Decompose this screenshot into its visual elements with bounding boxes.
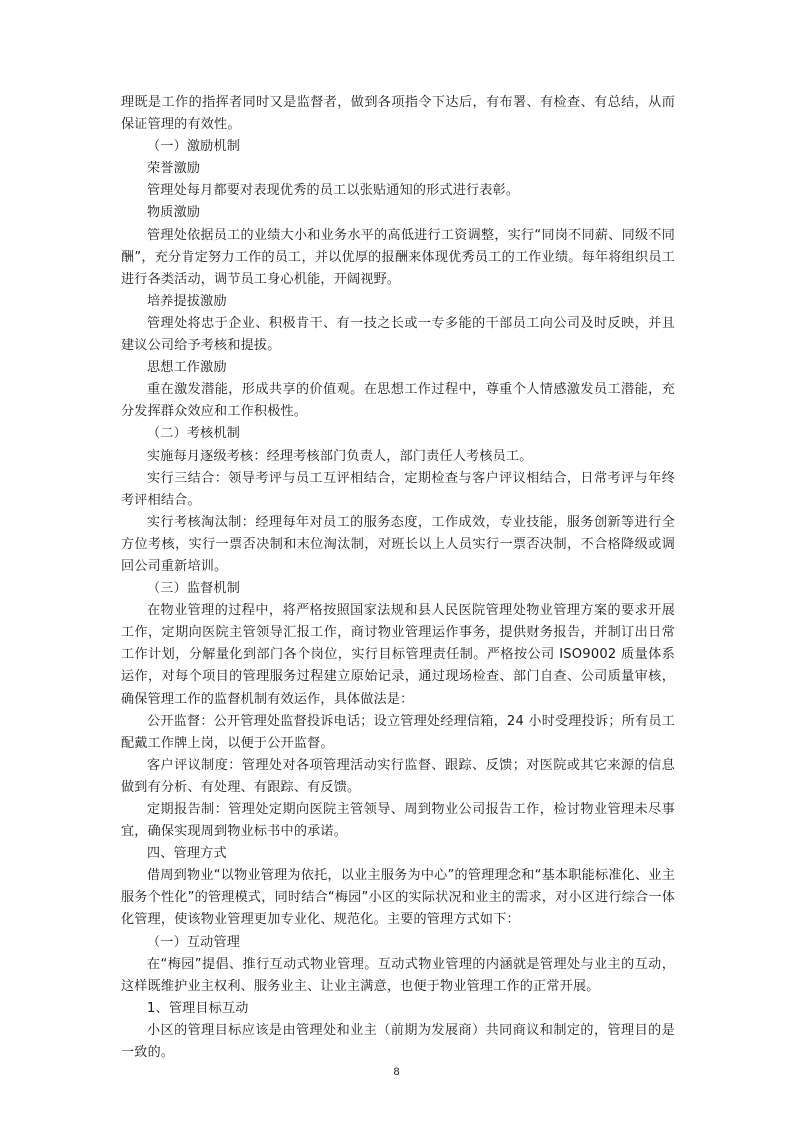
paragraph: 定期报告制：管理处定期向医院主管领导、周到物业公司报告工作，检讨物业管理未尽事宜，确保实现周到物业标书中的承诺。 bbox=[121, 802, 675, 840]
section-heading-interactive: （一）互动管理 bbox=[147, 934, 241, 950]
page-number: 8 bbox=[393, 1066, 400, 1078]
subheading-promotion: 培养提拔激励 bbox=[147, 293, 227, 309]
paragraph: 管理处依据员工的业绩大小和业务水平的高低进行工资调整，实行“同岗不同薪、同级不同酬”，充分肯定努力工作的员工，并以优厚的报酬来体现优秀员工的工作业绩。每年将组织员工进行各类活动，调节员工身心机能，开阔视野。 bbox=[121, 227, 675, 287]
paragraph-continuation: 理既是工作的指挥者同时又是监督者，做到各项指令下达后，有布署、有检查、有总结，从而保证管理的有效性。 bbox=[121, 95, 675, 133]
paragraph: 公开监督：公开管理处监督投诉电话；设立管理处经理信箱，24 小时受理投诉；所有员工配戴工作牌上岗，以便于公开监督。 bbox=[121, 713, 675, 751]
section-heading-management-mode: 四、管理方式 bbox=[147, 846, 227, 862]
paragraph: 借周到物业“以物业管理为依托，以业主服务为中心”的管理理念和“基本职能标准化、业主服务个性化”的管理模式，同时结合“梅园”小区的实际状况和业主的需求，对小区进行综合一体化管理，使该物业管理更加专业化、规范化。主要的管理方式如下： bbox=[121, 868, 675, 928]
paragraph: 实行三结合：领导考评与员工互评相结合，定期检查与客户评议相结合，日常考评与年终考评相结合。 bbox=[121, 470, 675, 508]
paragraph: 重在激发潜能，形成共享的价值观。在思想工作过程中，尊重个人情感激发员工潜能，充分发挥群众效应和工作积极性。 bbox=[121, 382, 675, 420]
subheading-goal-interaction: 1、管理目标互动 bbox=[147, 1000, 249, 1016]
paragraph: 管理处将忠于企业、积极肯干、有一技之长或一专多能的干部员工向公司及时反映，并且建议公司给予考核和提拔。 bbox=[121, 315, 675, 354]
paragraph: 在物业管理的过程中，将严格按照国家法规和县人民医院管理处物业管理方案的要求开展工作，定期向医院主管领导汇报工作，商讨物业管理运作事务，提供财务报告，并制订出日常工作计划，分解量化到部门各个岗位，实行目标管理责任制。严格按公司 ISO9002 质量体系运作，对每个项目的管理服务过程建立原始记录，通过现场检查、部门自查、公司质量审核，确保管理工作的监督机制有效运作，具体做法是： bbox=[121, 603, 675, 707]
subheading-honor: 荣誉激励 bbox=[147, 161, 201, 177]
section-heading-incentive: （一）激励机制 bbox=[147, 139, 241, 155]
paragraph: 实施每月逐级考核：经理考核部门负责人，部门责任人考核员工。 bbox=[147, 448, 533, 464]
paragraph: 管理处每月都要对表现优秀的员工以张贴通知的形式进行表彰。 bbox=[147, 183, 520, 199]
document-body bbox=[121, 92, 675, 1064]
paragraph: 实行考核淘汰制：经理每年对员工的服务态度，工作成效，专业技能，服务创新等进行全方位考核，实行一票否决制和末位淘汰制，对班长以上人员实行一票否决制，不合格降级或调回公司重新培训。 bbox=[121, 514, 675, 574]
subheading-ideology: 思想工作激励 bbox=[147, 360, 227, 376]
subheading-material: 物质激励 bbox=[147, 205, 201, 221]
paragraph: 小区的管理目标应该是由管理处和业主（前期为发展商）共同商议和制定的，管理目的是一致的。 bbox=[121, 1022, 675, 1061]
section-heading-supervision: （三）监督机制 bbox=[147, 581, 241, 597]
paragraph: 在“梅园”提倡、推行互动式物业管理。互动式物业管理的内涵就是管理处与业主的互动，这样既维护业主权利、服务业主、让业主满意，也便于物业管理工作的正常开展。 bbox=[121, 956, 675, 994]
section-heading-assessment: （二）考核机制 bbox=[147, 426, 241, 442]
paragraph: 客户评议制度：管理处对各项管理活动实行监督、跟踪、反馈；对医院或其它来源的信息做到有分析、有处理、有跟踪、有反馈。 bbox=[121, 757, 675, 795]
